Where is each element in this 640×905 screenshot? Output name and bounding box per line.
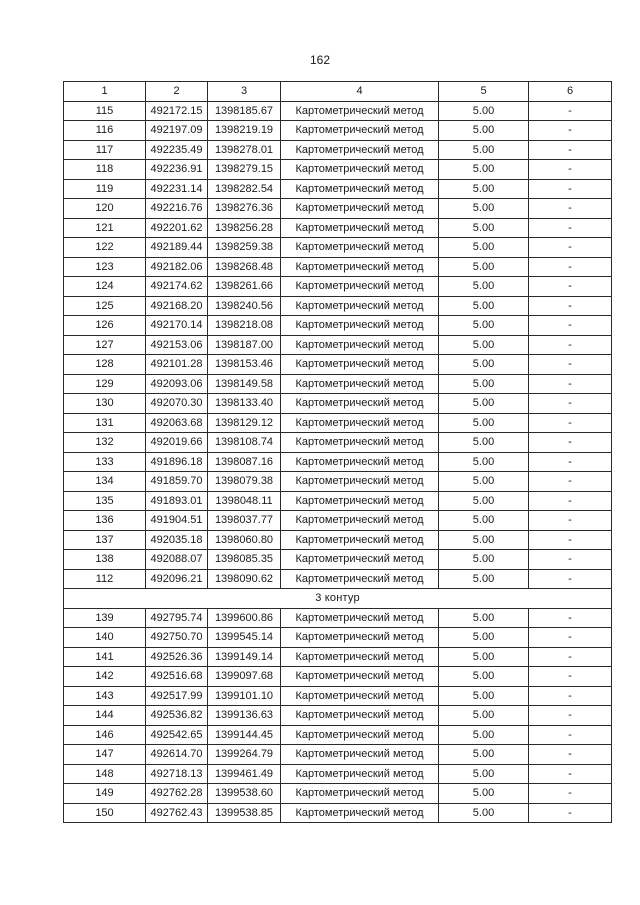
table-row xyxy=(64,745,612,765)
cell-method: Картометрический метод xyxy=(281,316,439,336)
cell-note: - xyxy=(529,160,612,180)
cell-note: - xyxy=(529,140,612,160)
cell-method: Картометрический метод xyxy=(281,550,439,570)
table-row xyxy=(64,511,612,531)
cell-method: Картометрический метод xyxy=(281,160,439,180)
cell-note: - xyxy=(529,218,612,238)
table-row xyxy=(64,218,612,238)
cell-method: Картометрический метод xyxy=(281,257,439,277)
cell-coord-y: 1398087.16 xyxy=(208,452,281,472)
cell-coord-x: 492216.76 xyxy=(146,199,208,219)
cell-point-number: 128 xyxy=(64,355,146,375)
cell-accuracy: 5.00 xyxy=(439,101,529,121)
cell-point-number: 150 xyxy=(64,803,146,823)
cell-accuracy: 5.00 xyxy=(439,355,529,375)
header-cell-3: 3 xyxy=(208,82,281,102)
cell-note: - xyxy=(529,394,612,414)
cell-coord-x: 492517.99 xyxy=(146,686,208,706)
cell-accuracy: 5.00 xyxy=(439,628,529,648)
cell-point-number: 131 xyxy=(64,413,146,433)
cell-coord-y: 1398149.58 xyxy=(208,374,281,394)
cell-method: Картометрический метод xyxy=(281,335,439,355)
cell-coord-x: 492019.66 xyxy=(146,433,208,453)
cell-coord-y: 1398256.28 xyxy=(208,218,281,238)
cell-point-number: 135 xyxy=(64,491,146,511)
cell-note: - xyxy=(529,628,612,648)
table-row xyxy=(64,608,612,628)
cell-coord-x: 492035.18 xyxy=(146,530,208,550)
cell-note: - xyxy=(529,179,612,199)
cell-coord-x: 492614.70 xyxy=(146,745,208,765)
cell-coord-x: 491859.70 xyxy=(146,472,208,492)
cell-note: - xyxy=(529,296,612,316)
cell-coord-x: 492235.49 xyxy=(146,140,208,160)
cell-point-number: 134 xyxy=(64,472,146,492)
cell-coord-y: 1398187.00 xyxy=(208,335,281,355)
cell-coord-y: 1398259.38 xyxy=(208,238,281,258)
cell-method: Картометрический метод xyxy=(281,218,439,238)
header-cell-5: 5 xyxy=(439,82,529,102)
cell-coord-x: 492197.09 xyxy=(146,121,208,141)
cell-point-number: 142 xyxy=(64,667,146,687)
cell-coord-x: 492762.28 xyxy=(146,784,208,804)
table-row xyxy=(64,472,612,492)
cell-point-number: 126 xyxy=(64,316,146,336)
cell-method: Картометрический метод xyxy=(281,433,439,453)
cell-coord-x: 492236.91 xyxy=(146,160,208,180)
cell-accuracy: 5.00 xyxy=(439,725,529,745)
header-row xyxy=(64,82,612,102)
table-row xyxy=(64,355,612,375)
cell-coord-x: 492182.06 xyxy=(146,257,208,277)
table-row xyxy=(64,647,612,667)
cell-coord-y: 1398282.54 xyxy=(208,179,281,199)
cell-coord-y: 1398108.74 xyxy=(208,433,281,453)
cell-method: Картометрический метод xyxy=(281,803,439,823)
cell-note: - xyxy=(529,238,612,258)
cell-coord-y: 1399461.49 xyxy=(208,764,281,784)
cell-point-number: 127 xyxy=(64,335,146,355)
cell-coord-y: 1398129.12 xyxy=(208,413,281,433)
cell-note: - xyxy=(529,199,612,219)
cell-coord-y: 1399149.14 xyxy=(208,647,281,667)
cell-method: Картометрический метод xyxy=(281,472,439,492)
header-cell-2: 2 xyxy=(146,82,208,102)
cell-accuracy: 5.00 xyxy=(439,530,529,550)
cell-coord-y: 1399144.45 xyxy=(208,725,281,745)
table-row xyxy=(64,257,612,277)
cell-point-number: 136 xyxy=(64,511,146,531)
cell-coord-y: 1399264.79 xyxy=(208,745,281,765)
cell-method: Картометрический метод xyxy=(281,511,439,531)
cell-method: Картометрический метод xyxy=(281,140,439,160)
cell-point-number: 133 xyxy=(64,452,146,472)
cell-note: - xyxy=(529,706,612,726)
cell-note: - xyxy=(529,667,612,687)
cell-point-number: 132 xyxy=(64,433,146,453)
cell-point-number: 112 xyxy=(64,569,146,589)
table-row xyxy=(64,725,612,745)
cell-note: - xyxy=(529,803,612,823)
cell-note: - xyxy=(529,316,612,336)
cell-accuracy: 5.00 xyxy=(439,160,529,180)
cell-point-number: 148 xyxy=(64,764,146,784)
table-row xyxy=(64,764,612,784)
cell-method: Картометрический метод xyxy=(281,491,439,511)
cell-method: Картометрический метод xyxy=(281,394,439,414)
cell-method: Картометрический метод xyxy=(281,374,439,394)
cell-method: Картометрический метод xyxy=(281,686,439,706)
cell-coord-y: 1399101.10 xyxy=(208,686,281,706)
cell-accuracy: 5.00 xyxy=(439,374,529,394)
cell-method: Картометрический метод xyxy=(281,706,439,726)
table-row xyxy=(64,530,612,550)
cell-point-number: 123 xyxy=(64,257,146,277)
cell-accuracy: 5.00 xyxy=(439,394,529,414)
cell-point-number: 125 xyxy=(64,296,146,316)
cell-accuracy: 5.00 xyxy=(439,667,529,687)
table-row xyxy=(64,452,612,472)
table-row xyxy=(64,550,612,570)
cell-coord-y: 1398268.48 xyxy=(208,257,281,277)
cell-accuracy: 5.00 xyxy=(439,335,529,355)
cell-coord-x: 491893.01 xyxy=(146,491,208,511)
cell-coord-x: 492718.13 xyxy=(146,764,208,784)
cell-accuracy: 5.00 xyxy=(439,784,529,804)
table-body xyxy=(64,101,612,823)
cell-coord-y: 1398048.11 xyxy=(208,491,281,511)
cell-method: Картометрический метод xyxy=(281,764,439,784)
table-row xyxy=(64,784,612,804)
cell-accuracy: 5.00 xyxy=(439,413,529,433)
cell-coord-y: 1398218.08 xyxy=(208,316,281,336)
cell-method: Картометрический метод xyxy=(281,121,439,141)
cell-method: Картометрический метод xyxy=(281,530,439,550)
cell-method: Картометрический метод xyxy=(281,725,439,745)
cell-point-number: 119 xyxy=(64,179,146,199)
cell-point-number: 138 xyxy=(64,550,146,570)
table-row xyxy=(64,179,612,199)
cell-accuracy: 5.00 xyxy=(439,686,529,706)
table-row xyxy=(64,394,612,414)
cell-coord-x: 492070.30 xyxy=(146,394,208,414)
table-row xyxy=(64,667,612,687)
cell-coord-x: 492153.06 xyxy=(146,335,208,355)
cell-note: - xyxy=(529,491,612,511)
cell-coord-x: 492231.14 xyxy=(146,179,208,199)
cell-accuracy: 5.00 xyxy=(439,647,529,667)
cell-coord-x: 492189.44 xyxy=(146,238,208,258)
cell-note: - xyxy=(529,686,612,706)
cell-note: - xyxy=(529,530,612,550)
table-row xyxy=(64,413,612,433)
cell-method: Картометрический метод xyxy=(281,277,439,297)
cell-accuracy: 5.00 xyxy=(439,218,529,238)
cell-point-number: 130 xyxy=(64,394,146,414)
cell-method: Картометрический метод xyxy=(281,452,439,472)
cell-point-number: 122 xyxy=(64,238,146,258)
cell-coord-y: 1399545.14 xyxy=(208,628,281,648)
cell-point-number: 129 xyxy=(64,374,146,394)
cell-coord-y: 1398060.80 xyxy=(208,530,281,550)
cell-coord-y: 1398219.19 xyxy=(208,121,281,141)
cell-coord-x: 491904.51 xyxy=(146,511,208,531)
cell-accuracy: 5.00 xyxy=(439,472,529,492)
cell-accuracy: 5.00 xyxy=(439,511,529,531)
table-row xyxy=(64,121,612,141)
table-header xyxy=(64,82,612,102)
cell-note: - xyxy=(529,647,612,667)
cell-accuracy: 5.00 xyxy=(439,706,529,726)
cell-method: Картометрический метод xyxy=(281,784,439,804)
cell-note: - xyxy=(529,101,612,121)
cell-accuracy: 5.00 xyxy=(439,569,529,589)
cell-coord-x: 492750.70 xyxy=(146,628,208,648)
cell-note: - xyxy=(529,413,612,433)
cell-note: - xyxy=(529,511,612,531)
cell-coord-y: 1398279.15 xyxy=(208,160,281,180)
cell-point-number: 120 xyxy=(64,199,146,219)
cell-accuracy: 5.00 xyxy=(439,199,529,219)
cell-accuracy: 5.00 xyxy=(439,296,529,316)
table-row xyxy=(64,686,612,706)
cell-method: Картометрический метод xyxy=(281,667,439,687)
cell-note: - xyxy=(529,745,612,765)
table-row xyxy=(64,335,612,355)
cell-coord-x: 491896.18 xyxy=(146,452,208,472)
cell-point-number: 149 xyxy=(64,784,146,804)
coordinates-table xyxy=(63,81,612,823)
cell-method: Картометрический метод xyxy=(281,647,439,667)
cell-point-number: 144 xyxy=(64,706,146,726)
cell-note: - xyxy=(529,452,612,472)
cell-note: - xyxy=(529,764,612,784)
cell-coord-y: 1398085.35 xyxy=(208,550,281,570)
cell-method: Картометрический метод xyxy=(281,355,439,375)
cell-coord-x: 492762.43 xyxy=(146,803,208,823)
cell-accuracy: 5.00 xyxy=(439,433,529,453)
cell-coord-y: 1398090.62 xyxy=(208,569,281,589)
cell-note: - xyxy=(529,257,612,277)
cell-accuracy: 5.00 xyxy=(439,179,529,199)
cell-point-number: 116 xyxy=(64,121,146,141)
cell-coord-y: 1398133.40 xyxy=(208,394,281,414)
table-row xyxy=(64,374,612,394)
cell-accuracy: 5.00 xyxy=(439,316,529,336)
cell-coord-x: 492172.15 xyxy=(146,101,208,121)
cell-method: Картометрический метод xyxy=(281,199,439,219)
cell-coord-y: 1398261.66 xyxy=(208,277,281,297)
cell-note: - xyxy=(529,374,612,394)
cell-point-number: 115 xyxy=(64,101,146,121)
cell-coord-y: 1398153.46 xyxy=(208,355,281,375)
cell-accuracy: 5.00 xyxy=(439,140,529,160)
table-row xyxy=(64,433,612,453)
cell-point-number: 118 xyxy=(64,160,146,180)
table-row xyxy=(64,277,612,297)
cell-note: - xyxy=(529,550,612,570)
cell-note: - xyxy=(529,608,612,628)
cell-note: - xyxy=(529,725,612,745)
cell-point-number: 143 xyxy=(64,686,146,706)
cell-point-number: 146 xyxy=(64,725,146,745)
cell-accuracy: 5.00 xyxy=(439,452,529,472)
table-row xyxy=(64,706,612,726)
cell-accuracy: 5.00 xyxy=(439,257,529,277)
cell-accuracy: 5.00 xyxy=(439,238,529,258)
table-row xyxy=(64,803,612,823)
cell-coord-x: 492088.07 xyxy=(146,550,208,570)
cell-point-number: 137 xyxy=(64,530,146,550)
table-row xyxy=(64,491,612,511)
cell-accuracy: 5.00 xyxy=(439,745,529,765)
cell-coord-y: 1399538.60 xyxy=(208,784,281,804)
table-row xyxy=(64,296,612,316)
cell-point-number: 139 xyxy=(64,608,146,628)
cell-accuracy: 5.00 xyxy=(439,764,529,784)
table-row xyxy=(64,101,612,121)
cell-accuracy: 5.00 xyxy=(439,803,529,823)
cell-note: - xyxy=(529,784,612,804)
header-cell-1: 1 xyxy=(64,82,146,102)
cell-coord-y: 1398240.56 xyxy=(208,296,281,316)
cell-coord-x: 492174.62 xyxy=(146,277,208,297)
cell-note: - xyxy=(529,472,612,492)
cell-method: Картометрический метод xyxy=(281,745,439,765)
cell-method: Картометрический метод xyxy=(281,101,439,121)
cell-coord-x: 492168.20 xyxy=(146,296,208,316)
section-label: 3 контур xyxy=(64,589,612,609)
section-row xyxy=(64,589,612,609)
cell-coord-x: 492201.62 xyxy=(146,218,208,238)
cell-method: Картометрический метод xyxy=(281,413,439,433)
cell-coord-x: 492093.06 xyxy=(146,374,208,394)
cell-accuracy: 5.00 xyxy=(439,550,529,570)
cell-note: - xyxy=(529,355,612,375)
header-cell-4: 4 xyxy=(281,82,439,102)
cell-accuracy: 5.00 xyxy=(439,491,529,511)
cell-method: Картометрический метод xyxy=(281,238,439,258)
table-row xyxy=(64,160,612,180)
cell-method: Картометрический метод xyxy=(281,296,439,316)
cell-coord-y: 1399538.85 xyxy=(208,803,281,823)
cell-note: - xyxy=(529,335,612,355)
cell-accuracy: 5.00 xyxy=(439,121,529,141)
cell-coord-y: 1398037.77 xyxy=(208,511,281,531)
cell-coord-y: 1398185.67 xyxy=(208,101,281,121)
cell-accuracy: 5.00 xyxy=(439,277,529,297)
cell-note: - xyxy=(529,121,612,141)
cell-method: Картометрический метод xyxy=(281,628,439,648)
cell-coord-x: 492170.14 xyxy=(146,316,208,336)
cell-coord-x: 492101.28 xyxy=(146,355,208,375)
cell-coord-y: 1398278.01 xyxy=(208,140,281,160)
table-row xyxy=(64,316,612,336)
cell-coord-x: 492096.21 xyxy=(146,569,208,589)
cell-point-number: 124 xyxy=(64,277,146,297)
page-number: 162 xyxy=(309,53,331,67)
cell-point-number: 147 xyxy=(64,745,146,765)
cell-coord-x: 492536.82 xyxy=(146,706,208,726)
table-row xyxy=(64,238,612,258)
table-row xyxy=(64,199,612,219)
cell-point-number: 121 xyxy=(64,218,146,238)
cell-coord-y: 1398276.36 xyxy=(208,199,281,219)
cell-note: - xyxy=(529,569,612,589)
cell-coord-x: 492542.65 xyxy=(146,725,208,745)
cell-method: Картометрический метод xyxy=(281,569,439,589)
cell-coord-x: 492526.36 xyxy=(146,647,208,667)
table-row xyxy=(64,628,612,648)
cell-point-number: 140 xyxy=(64,628,146,648)
cell-point-number: 117 xyxy=(64,140,146,160)
table-row xyxy=(64,569,612,589)
cell-note: - xyxy=(529,277,612,297)
cell-coord-x: 492063.68 xyxy=(146,413,208,433)
cell-coord-y: 1399097.68 xyxy=(208,667,281,687)
cell-accuracy: 5.00 xyxy=(439,608,529,628)
cell-coord-y: 1399136.63 xyxy=(208,706,281,726)
cell-coord-y: 1398079.38 xyxy=(208,472,281,492)
cell-method: Картометрический метод xyxy=(281,179,439,199)
cell-coord-y: 1399600.86 xyxy=(208,608,281,628)
cell-method: Картометрический метод xyxy=(281,608,439,628)
cell-coord-x: 492516.68 xyxy=(146,667,208,687)
cell-point-number: 141 xyxy=(64,647,146,667)
header-cell-6: 6 xyxy=(529,82,612,102)
cell-coord-x: 492795.74 xyxy=(146,608,208,628)
table-row xyxy=(64,140,612,160)
cell-note: - xyxy=(529,433,612,453)
